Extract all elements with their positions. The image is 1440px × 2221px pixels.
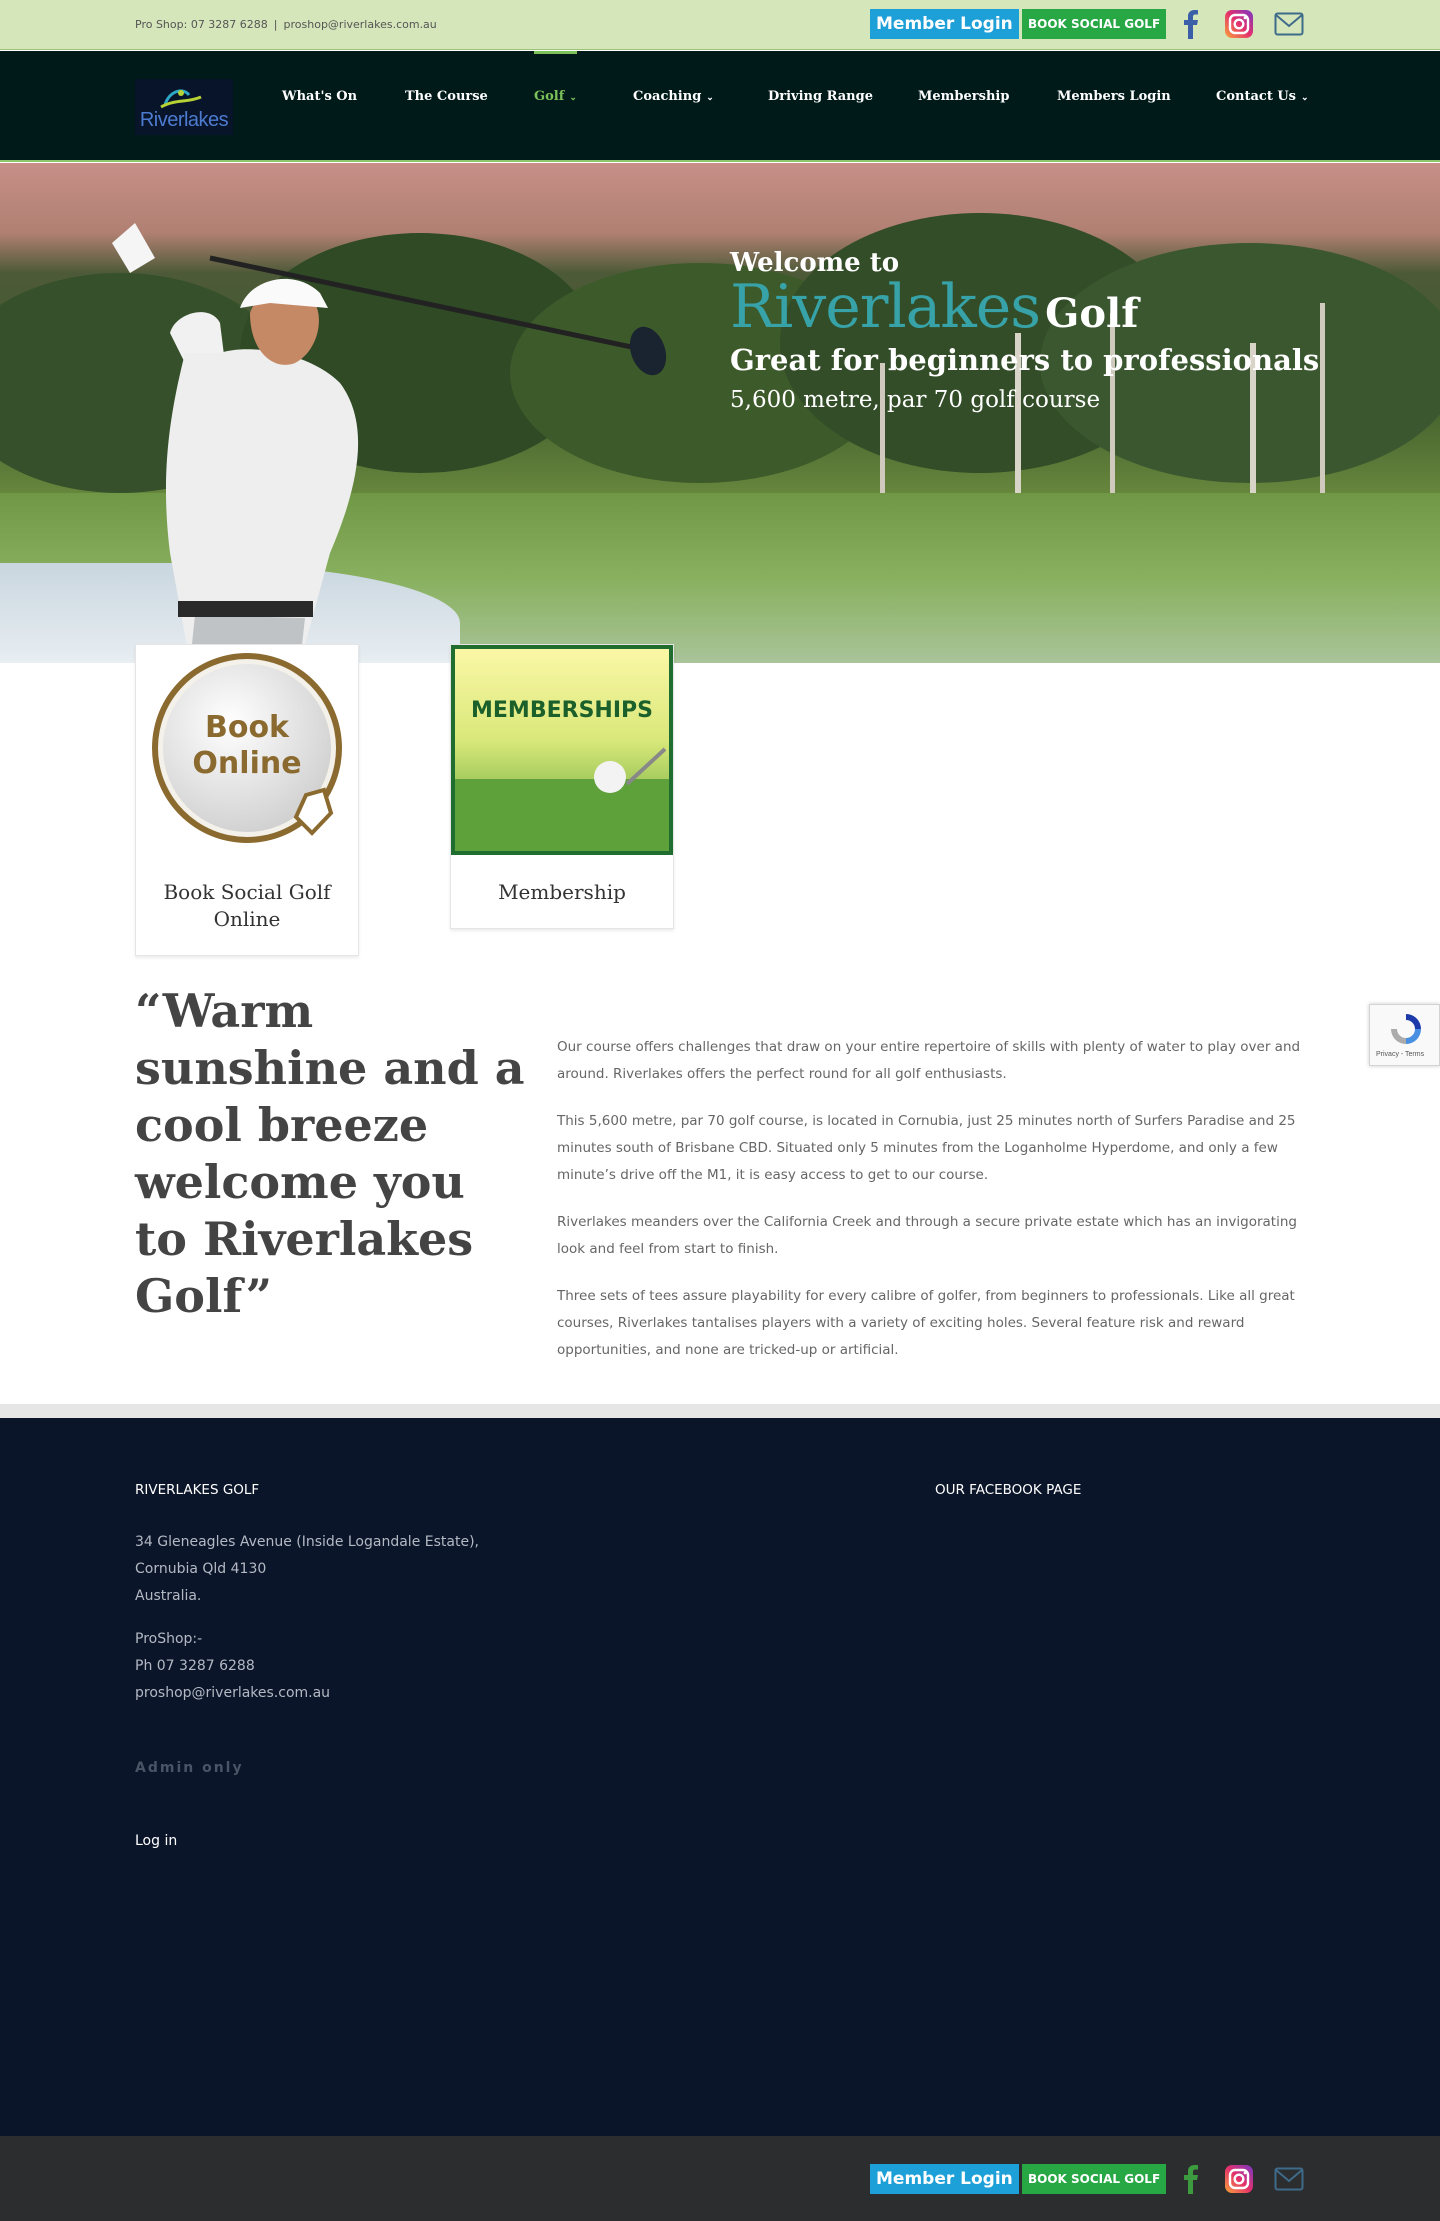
member-login-button[interactable]: Member Login — [870, 9, 1019, 39]
log-in-link[interactable]: Log in — [135, 1833, 178, 1849]
paragraph: Our course offers challenges that draw on your entire repertoire of skills with plenty of water to play over and around. Riverlakes offers the perfect round for all golf enthusiasts. — [557, 1039, 1301, 1082]
proshop-label: ProShop:- — [135, 1631, 203, 1647]
top-contact — [135, 18, 437, 31]
nav-whats-on[interactable] — [282, 51, 357, 162]
top-bar — [0, 0, 1440, 50]
proshop-phone: Ph 07 3287 6288 — [135, 1658, 255, 1674]
nav-coaching[interactable] — [633, 51, 714, 162]
paragraph: Riverlakes meanders over the California Creek and through a secure private estate which has an invigorating look and feel from start to finish. — [557, 1214, 1297, 1257]
hero-welcome: Welcome to — [730, 248, 900, 278]
recaptcha-links[interactable]: Privacy - Terms — [1376, 1051, 1425, 1058]
address-line: 34 Gleneagles Avenue (Inside Logandale Estate), — [135, 1534, 479, 1550]
logo-wordmark: Riverlakes — [139, 109, 229, 131]
member-login-button[interactable]: Member Login — [870, 2164, 1019, 2194]
hero-brand: Riverlakes — [730, 272, 1041, 342]
proshop-email-link[interactable]: proshop@riverlakes.com.au — [283, 18, 437, 31]
address-line: Australia. — [135, 1588, 202, 1604]
instagram-icon[interactable] — [1223, 8, 1255, 40]
nav-label: Coaching — [633, 89, 702, 104]
memberships-image — [451, 645, 673, 855]
facebook-icon[interactable] — [1174, 8, 1206, 40]
nav-label: Members Login — [1057, 89, 1171, 104]
hero-text — [730, 248, 1319, 413]
facebook-icon[interactable] — [1174, 2163, 1206, 2195]
nav-membership[interactable] — [918, 51, 1009, 162]
book-social-golf-button[interactable]: BOOK SOCIAL GOLF — [1022, 9, 1166, 39]
memberships-banner-icon — [455, 649, 669, 851]
nav-label: Golf — [534, 89, 565, 104]
svg-text:MEMBERSHIPS: MEMBERSHIPS — [471, 698, 653, 723]
chevron-down-icon: ⌄ — [706, 93, 714, 103]
hero-tagline: Great for beginners to professionals — [730, 343, 1320, 377]
card-book-social-golf[interactable] — [135, 644, 359, 956]
card-caption: Book Social Golf Online — [163, 880, 331, 931]
nav-label: Contact Us — [1216, 89, 1296, 104]
mail-icon[interactable] — [1273, 8, 1305, 40]
chevron-down-icon: ⌄ — [569, 93, 577, 103]
nav-the-course[interactable] — [405, 51, 488, 162]
mail-icon[interactable] — [1273, 2163, 1305, 2195]
paragraph: Three sets of tees assure playability for every calibre of golfer, from beginners to professionals. Like all great courses, Riverlakes tantalises players with a variety of exciting holes. Several feature risk and reward opportunities, and none are tricked-up or artificial. — [557, 1288, 1295, 1358]
course-description — [557, 1034, 1305, 1384]
footer-col1-title: RIVERLAKES GOLF — [135, 1482, 260, 1498]
riverlakes-logo[interactable] — [135, 79, 233, 135]
nav-contact-us[interactable] — [1216, 51, 1309, 162]
recaptcha-badge[interactable] — [1369, 1004, 1440, 1066]
hero-subtitle: 5,600 metre, par 70 golf course — [730, 387, 1101, 413]
nav-label: Driving Range — [768, 89, 873, 104]
contact-separator: | — [273, 18, 278, 31]
proshop-phone: Pro Shop: 07 3287 6288 — [135, 18, 268, 31]
svg-text:Book: Book — [204, 710, 290, 745]
main-navbar — [0, 51, 1440, 162]
nav-label: The Course — [405, 89, 488, 104]
site-footer — [0, 1418, 1440, 2136]
recaptcha-icon — [1388, 1011, 1424, 1047]
card-membership[interactable] — [450, 644, 674, 929]
hero-golf: Golf — [1045, 290, 1139, 337]
nav-label: Membership — [918, 89, 1010, 104]
logo-mark-icon — [157, 85, 205, 109]
bottom-bar — [0, 2136, 1440, 2221]
card-caption: Membership — [498, 880, 626, 904]
admin-only-heading: Admin only — [135, 1760, 244, 1776]
instagram-icon[interactable] — [1223, 2163, 1255, 2195]
address-line: Cornubia Qld 4130 — [135, 1561, 267, 1577]
chevron-down-icon: ⌄ — [1301, 93, 1309, 103]
nav-driving-range[interactable] — [768, 51, 873, 162]
footer-address — [135, 1529, 479, 1610]
paragraph: This 5,600 metre, par 70 golf course, is located in Cornubia, just 25 minutes north of Surfers Paradise and 25 minutes south of Brisbane CBD. Situated only 5 minutes from the Loganholme Hyperdome, and only a few minute’s drive off the M1, it is easy access to get to our course. — [557, 1113, 1296, 1183]
welcome-quote: “Warm sunshine and a cool breeze welcome you to Riverlakes Golf” — [135, 984, 525, 1323]
book-social-golf-button[interactable]: BOOK SOCIAL GOLF — [1022, 2164, 1166, 2194]
golfer-illustration — [100, 223, 680, 663]
nav-members-login[interactable] — [1057, 51, 1171, 162]
hero-banner — [0, 163, 1440, 663]
footer-col2-title: OUR FACEBOOK PAGE — [935, 1482, 1082, 1498]
svg-text:Online: Online — [192, 746, 302, 781]
nav-label: What's On — [282, 89, 358, 104]
golf-ball-icon — [136, 645, 358, 855]
book-online-image — [136, 645, 358, 855]
footer-separator — [0, 1404, 1440, 1418]
footer-proshop — [135, 1626, 330, 1707]
nav-golf[interactable] — [534, 51, 577, 162]
proshop-email-link[interactable]: proshop@riverlakes.com.au — [135, 1685, 331, 1701]
